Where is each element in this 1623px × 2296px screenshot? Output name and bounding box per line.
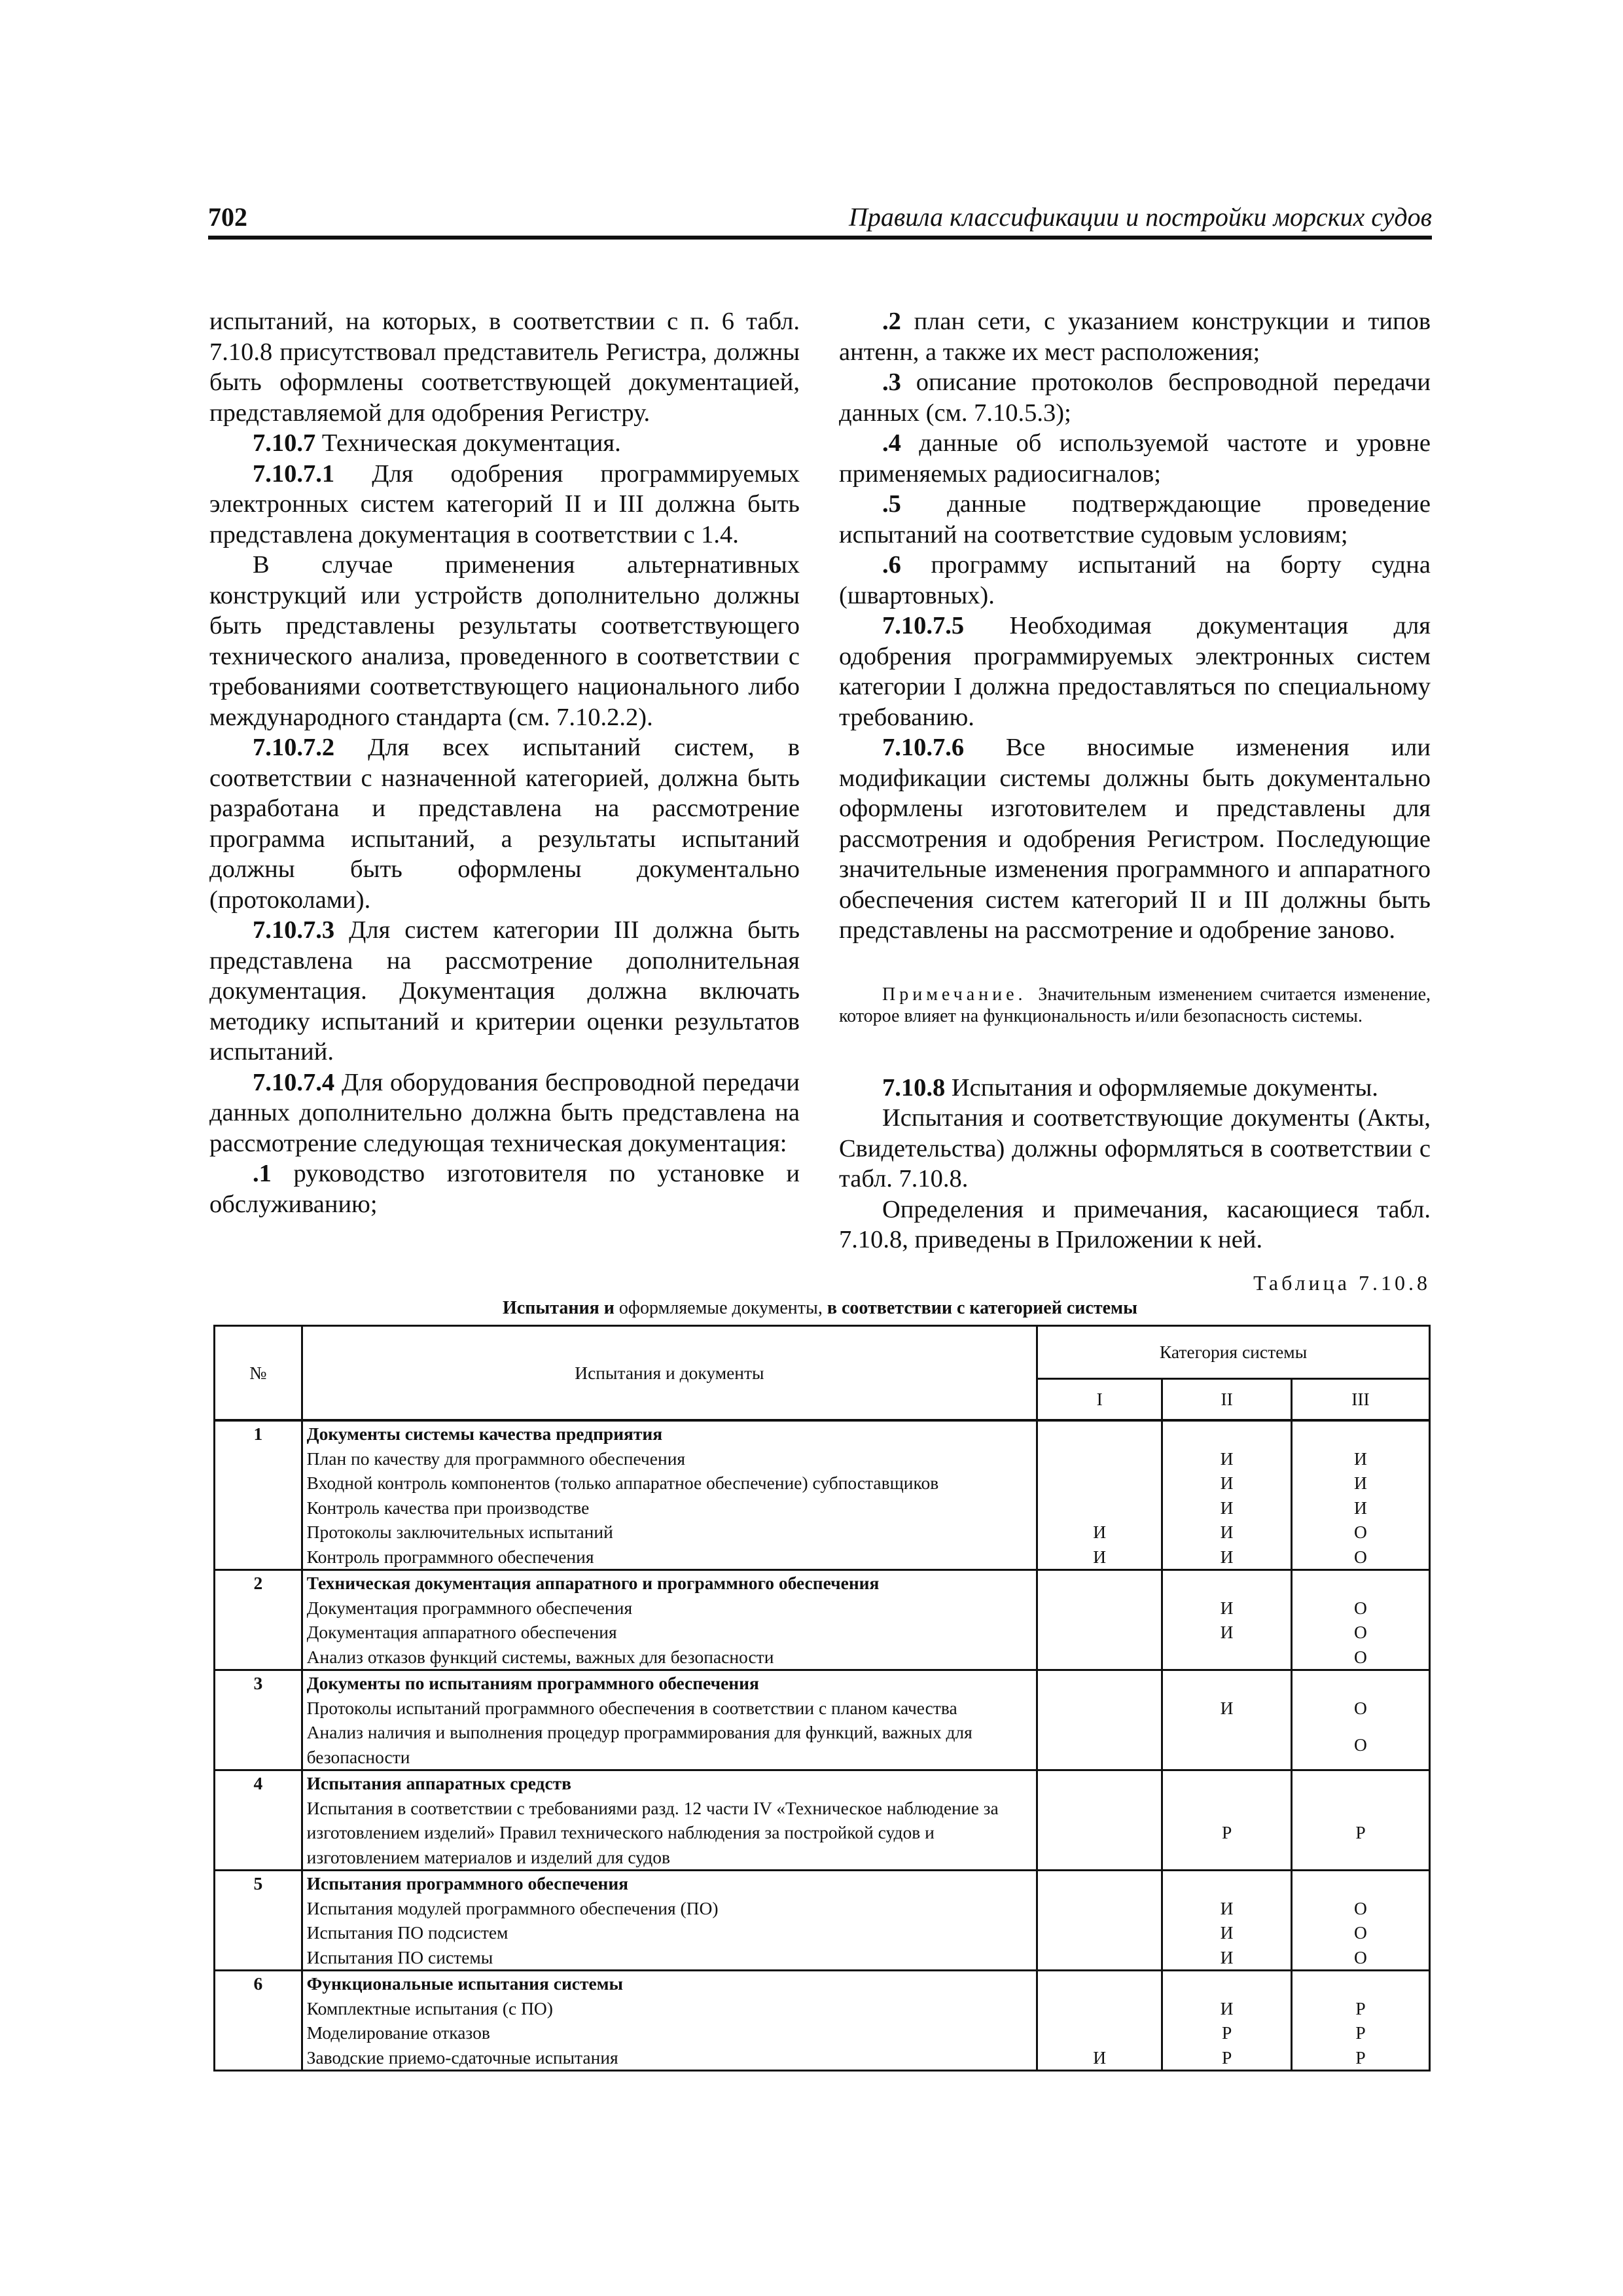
category-mark: О <box>1354 1922 1367 1943</box>
category-mark <box>1038 1720 1161 1769</box>
empty-mark <box>1163 1671 1291 1696</box>
table-item: Контроль качества при производстве <box>306 1497 590 1518</box>
left-column <box>209 306 800 1219</box>
paragraph-number: .5 <box>882 490 901 518</box>
table-item: Анализ отказов функций системы, важных для безопасности <box>306 1646 774 1667</box>
empty-mark <box>1293 1571 1429 1596</box>
category-3-cell <box>1291 1871 1429 1971</box>
table-title-part2: оформляемые документы, <box>618 1298 823 1318</box>
paragraph-text: Для одобрения программируемых электронных систем категорий II и III должна быть представлена документация в соответствии с 1.4. <box>209 459 800 548</box>
category-mark: О <box>1354 1734 1367 1755</box>
group-items <box>302 1770 1037 1871</box>
note-label: Примечание. <box>882 984 1039 1005</box>
paragraph <box>839 367 1431 428</box>
category-mark: Р <box>1221 2047 1232 2068</box>
category-mark: О <box>1354 1597 1367 1618</box>
paragraph <box>209 732 800 915</box>
category-mark <box>1038 1620 1161 1645</box>
paragraph-text: В случае применения альтернативных конструкций или устройств дополнительно должны быть представлены результаты соответствующего технического анализа, проведенного в соответствии с требованиями соответствующего национального либо международного стандарта (см. 7.10.2.2). <box>209 551 800 731</box>
category-mark: Р <box>1221 1821 1232 1842</box>
page-header <box>208 196 1432 240</box>
category-mark: И <box>1220 1448 1234 1469</box>
empty-mark <box>1293 1671 1429 1696</box>
group-title: Испытания программного обеспечения <box>306 1873 629 1893</box>
category-mark: И <box>1220 1497 1234 1518</box>
paragraph-number: .6 <box>882 551 901 579</box>
group-number: 6 <box>215 1971 302 2071</box>
group-number: 4 <box>215 1770 302 1871</box>
category-mark: И <box>1093 1522 1107 1542</box>
category-mark: И <box>1220 1597 1234 1618</box>
paragraph <box>839 428 1431 489</box>
paragraph <box>209 550 800 732</box>
category-2-cell <box>1162 1871 1292 1971</box>
table-item: Испытания ПО системы <box>306 1946 493 1967</box>
table-group-row <box>215 1570 1430 1670</box>
category-mark: О <box>1354 1897 1367 1918</box>
category-mark <box>1038 1945 1161 1970</box>
paragraph <box>209 1067 800 1159</box>
paragraph-number: .3 <box>882 368 901 396</box>
category-3-cell <box>1291 1670 1429 1770</box>
category-mark: И <box>1220 1522 1234 1542</box>
table-group-row <box>215 1871 1430 1971</box>
category-mark: О <box>1354 1622 1367 1642</box>
paragraph <box>839 489 1431 550</box>
empty-mark <box>1163 1971 1291 1996</box>
category-mark: И <box>1220 1998 1234 2018</box>
category-3-cell <box>1291 1770 1429 1871</box>
category-mark: И <box>1220 1922 1234 1943</box>
paragraph <box>209 428 800 459</box>
empty-mark <box>1038 1571 1161 1596</box>
category-1-cell <box>1037 1971 1162 2071</box>
table-item: Документация программного обеспечения <box>306 1597 633 1618</box>
paragraph <box>839 732 1431 946</box>
group-number: 5 <box>215 1871 302 1971</box>
category-mark: И <box>1220 1697 1234 1718</box>
paragraph-number: 7.10.7.4 <box>253 1068 335 1096</box>
table-body <box>215 1420 1430 2071</box>
table-item: План по качеству для программного обеспечения <box>306 1448 686 1469</box>
paragraph-text: Испытания и соответствующие документы (Акты, Свидетельства) должны оформляться в соответствии с табл. 7.10.8. <box>839 1104 1431 1193</box>
category-2-cell <box>1162 1420 1292 1570</box>
paragraph <box>209 1158 800 1219</box>
paragraph-text: Для оборудования беспроводной передачи данных дополнительно должна быть представлена на рассмотрение следующая техническая документация: <box>209 1068 800 1157</box>
paragraph-text: испытаний, на которых, в соответствии с п. 6 табл. 7.10.8 присутствовал представитель Регистра, должны быть оформлены соответствующей документацией, представляемой для одобрения Регистру. <box>209 308 800 427</box>
category-2-cell <box>1162 1570 1292 1670</box>
table-item: Входной контроль компонентов (только аппаратное обеспечение) субпоставщиков <box>306 1473 939 1493</box>
category-mark: О <box>1354 1946 1367 1967</box>
paragraph-number: .4 <box>882 429 901 457</box>
paragraph-number: 7.10.7.3 <box>253 916 335 944</box>
category-mark <box>1038 1446 1161 1471</box>
empty-mark <box>1163 1571 1291 1596</box>
category-mark: О <box>1354 1646 1367 1667</box>
group-number: 2 <box>215 1570 302 1670</box>
category-mark <box>1038 2020 1161 2045</box>
category-2-cell <box>1162 1971 1292 2071</box>
empty-mark <box>1038 1671 1161 1696</box>
category-mark <box>1163 1720 1291 1769</box>
paragraph <box>839 1073 1431 1103</box>
right-column <box>839 306 1431 1255</box>
table-group-row <box>215 1770 1430 1871</box>
category-mark: Р <box>1355 1821 1366 1842</box>
category-2-cell <box>1162 1770 1292 1871</box>
paragraph-text: данные об используемой частоте и уровне применяемых радиосигналов; <box>839 429 1431 488</box>
category-mark <box>1163 1645 1291 1670</box>
paragraph-number: .2 <box>882 308 901 335</box>
category-mark: Р <box>1355 2022 1366 2043</box>
paragraph <box>839 306 1431 367</box>
paragraph <box>209 459 800 550</box>
paragraph <box>839 611 1431 732</box>
category-mark: О <box>1354 1697 1367 1718</box>
group-number: 3 <box>215 1670 302 1770</box>
table-item: Заводские приемо-сдаточные испытания <box>306 2047 618 2068</box>
category-mark <box>1038 1645 1161 1670</box>
table-item: Испытания в соответствии с требованиями разд. 12 части IV «Техническое наблюдение за изготовлением изделий» Правил технического наблюдения за постройкой судов и изготовлением материалов и изделий для судов <box>306 1797 999 1867</box>
paragraph-number: 7.10.7.1 <box>253 459 335 488</box>
table-group-row <box>215 1420 1430 1570</box>
table-item: Протоколы заключительных испытаний <box>306 1522 613 1542</box>
category-mark: О <box>1354 1546 1367 1567</box>
group-items <box>302 1871 1037 1971</box>
section-heading: Техническая документация. <box>321 429 621 457</box>
col-header-documents: Испытания и документы <box>302 1326 1037 1421</box>
paragraph-text: Испытания и оформляемые документы. <box>951 1073 1378 1102</box>
group-title: Испытания аппаратных средств <box>306 1773 572 1793</box>
table-item: Комплектные испытания (с ПО) <box>306 1998 553 2018</box>
category-mark <box>1038 1471 1161 1496</box>
paragraph-text: Для всех испытаний систем, в соответствии с назначенной категорией, должна быть разработана и представлена на рассмотрение программа испытаний, а результаты испытаний должны быть оформлены документально (протоколами). <box>209 734 800 914</box>
paragraph-text: Для систем категории III должна быть представлена на рассмотрение дополнительная документация. Документация должна включать методику испытаний и критерии оценки результатов испытаний. <box>209 916 800 1066</box>
paragraph-number: 7.10.8 <box>882 1073 946 1102</box>
paragraph-number: 7.10.7.5 <box>882 612 965 639</box>
empty-mark <box>1293 1971 1429 1996</box>
note-text: Значительным изменением считается изменение, которое влияет на функциональность и/или безопасность системы. <box>839 984 1431 1026</box>
col-header-number: № <box>215 1326 302 1421</box>
paragraph <box>839 1194 1431 1255</box>
category-mark: Р <box>1221 2022 1232 2043</box>
category-mark: И <box>1093 1546 1107 1567</box>
category-mark: И <box>1093 2047 1107 2068</box>
category-mark: И <box>1220 1946 1234 1967</box>
paragraph <box>209 306 800 428</box>
category-mark <box>1038 1696 1161 1721</box>
empty-mark <box>1038 1871 1161 1896</box>
group-items <box>302 1670 1037 1770</box>
paragraph-number: 7.10.7.2 <box>253 734 335 761</box>
table-title-part1: Испытания и <box>503 1298 615 1318</box>
category-1-cell <box>1037 1570 1162 1670</box>
table-item: Испытания ПО подсистем <box>306 1922 508 1943</box>
empty-mark <box>1293 1771 1429 1796</box>
paragraph-text: план сети, с указанием конструкции и типов антенн, а также их мест расположения; <box>839 308 1431 366</box>
paragraph-text: данные подтверждающие проведение испытаний на соответствие судовым условиям; <box>839 490 1431 548</box>
empty-mark <box>1038 1771 1161 1796</box>
empty-mark <box>1293 1871 1429 1896</box>
table-group-row <box>215 1670 1430 1770</box>
col-header-cat-2: II <box>1162 1379 1292 1421</box>
paragraph-number: 7.10.7 <box>253 429 316 457</box>
page-number: 702 <box>208 202 247 232</box>
note <box>839 984 1431 1027</box>
empty-mark <box>1038 1971 1161 1996</box>
group-title: Документы по испытаниям программного обеспечения <box>306 1673 759 1693</box>
category-1-cell <box>1037 1670 1162 1770</box>
running-title: Правила классификации и постройки морских судов <box>848 202 1432 232</box>
paragraph-text: Определения и примечания, касающиеся табл. 7.10.8, приведены в Приложении к ней. <box>839 1195 1431 1253</box>
paragraph <box>839 550 1431 611</box>
category-mark: И <box>1220 1473 1234 1493</box>
category-mark: Р <box>1355 2047 1366 2068</box>
paragraph-text: руководство изготовителя по установке и обслуживанию; <box>209 1160 800 1218</box>
paragraph-number: .1 <box>253 1160 272 1187</box>
group-number: 1 <box>215 1420 302 1570</box>
paragraph-text: Все вносимые изменения или модификации системы должны быть документально оформлены изготовителем и представлены для рассмотрения и одобрения Регистром. Последующие значительные изменения программного и аппаратного обеспечения систем категорий II и III должны быть представлены на рассмотрение и одобрение заново. <box>839 734 1431 944</box>
paragraph-number: 7.10.7.6 <box>882 734 965 761</box>
empty-mark <box>1038 1422 1161 1446</box>
paragraph <box>209 915 800 1067</box>
category-1-cell <box>1037 1770 1162 1871</box>
category-mark: И <box>1354 1497 1367 1518</box>
table-item: Испытания модулей программного обеспечения (ПО) <box>306 1897 719 1918</box>
category-mark: И <box>1220 1546 1234 1567</box>
table-title <box>209 1298 1431 1319</box>
group-items <box>302 1420 1037 1570</box>
category-mark <box>1038 1796 1161 1870</box>
table-item: Моделирование отказов <box>306 2022 490 2043</box>
table-title-part3: в соответствии с категорией системы <box>827 1298 1137 1318</box>
category-1-cell <box>1037 1871 1162 1971</box>
empty-mark <box>1293 1422 1429 1446</box>
table-item: Протоколы испытаний программного обеспечения в соответствии с планом качества <box>306 1697 957 1718</box>
group-title: Функциональные испытания системы <box>306 1973 623 1994</box>
group-title: Документы системы качества предприятия <box>306 1424 663 1444</box>
category-mark: Р <box>1355 1998 1366 2018</box>
category-2-cell <box>1162 1670 1292 1770</box>
category-3-cell <box>1291 1420 1429 1570</box>
category-mark: И <box>1354 1473 1367 1493</box>
category-mark: И <box>1220 1622 1234 1642</box>
tests-table <box>213 1325 1431 2072</box>
category-3-cell <box>1291 1971 1429 2071</box>
category-mark <box>1038 1596 1161 1621</box>
empty-mark <box>1163 1422 1291 1446</box>
group-title: Техническая документация аппаратного и программного обеспечения <box>306 1573 880 1593</box>
col-header-cat-1: I <box>1037 1379 1162 1421</box>
category-mark <box>1038 1920 1161 1945</box>
paragraph-text: описание протоколов беспроводной передачи данных (см. 7.10.5.3); <box>839 368 1431 427</box>
paragraph-text: Необходимая документация для одобрения программируемых электронных систем категории I должна предоставляться по специальному требованию. <box>839 612 1431 731</box>
category-3-cell <box>1291 1570 1429 1670</box>
col-header-category: Категория системы <box>1037 1326 1430 1379</box>
category-1-cell <box>1037 1420 1162 1570</box>
empty-mark <box>1163 1771 1291 1796</box>
empty-mark <box>1163 1871 1291 1896</box>
category-mark: О <box>1354 1522 1367 1542</box>
paragraph-text: программу испытаний на борту судна (швартовных). <box>839 551 1431 609</box>
table-number: Таблица 7.10.8 <box>1253 1271 1431 1295</box>
table-group-row <box>215 1971 1430 2071</box>
table-item: Контроль программного обеспечения <box>306 1546 594 1567</box>
group-items <box>302 1971 1037 2071</box>
category-mark <box>1038 1496 1161 1520</box>
category-mark: И <box>1354 1448 1367 1469</box>
paragraph <box>839 1103 1431 1194</box>
category-mark: И <box>1220 1897 1234 1918</box>
group-items <box>302 1570 1037 1670</box>
table-item: Документация аппаратного обеспечения <box>306 1622 617 1642</box>
category-mark <box>1038 1996 1161 2021</box>
table-item: Анализ наличия и выполнения процедур программирования для функций, важных для безопасности <box>306 1722 972 1767</box>
category-mark <box>1038 1896 1161 1921</box>
col-header-cat-3: III <box>1291 1379 1429 1421</box>
